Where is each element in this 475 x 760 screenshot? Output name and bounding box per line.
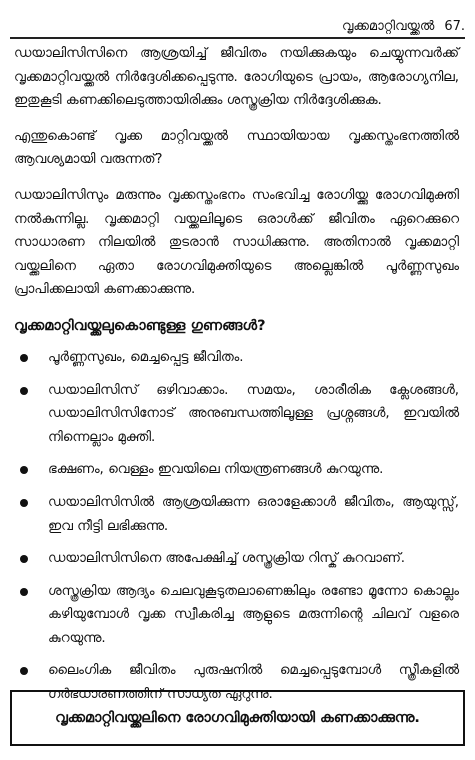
list-item-text: ശസ്ത്രക്രിയ ആദ്യം ചെലവുകൂടുതലാണെങ്കിലും രണ്ടോ മൂന്നോ കൊല്ലം കഴിയുമ്പോൾ വൃക്ക സ്വീകരിച്ച ആളുടെ മരുന്നിന്റെ ചിലവ് വളരെ കുറയുന്നു. [48, 583, 459, 646]
list-item [14, 346, 459, 370]
header-title: വൃക്കമാറ്റിവയ്ക്കൽ [341, 19, 435, 34]
paragraph-answer: ഡയാലിസിസും മരുന്നും വൃക്കസ്തംഭനം സംഭവിച്ച രോഗിയ്ക്കു രോഗവിമുക്തി നൽകുന്നില്ല. വൃക്കമാറ്റി വയ്ക്കലിലൂടെ ഒരാൾക്ക് ജീവിതം ഏറെക്കുറെ സാധാരണ നിലയിൽ തുടരാൻ സാധിക്കുന്നു. അതിനാൽ വൃക്കമാറ്റി വയ്ക്കലിനെ ഏതാ രോഗവിമുക്തിയുടെ അല്ലെങ്കിൽ പൂർണ്ണസുഖം പ്രാപിക്കലായി കണക്കാക്കുന്നു. [14, 187, 459, 298]
boxed-statement: വൃക്കമാറ്റിവയ്ക്കലിനെ രോഗവിമുക്തിയായി കണക്കാക്കുന്നു. [10, 690, 465, 746]
list-item-text: ഡയാലിസിസ് ഒഴിവാക്കാം. സമയം, ശാരീരിക ക്ലേശങ്ങൾ, ഡയാലിസിസിനോട് അനുബന്ധത്തിലൂള്ള പ്രശ്നങ്ങൾ, ഇവയിൽ നിന്നെല്ലാം മുക്തി. [48, 382, 459, 445]
bullet-icon [20, 588, 28, 596]
benefits-list [14, 346, 459, 707]
bullet-icon [20, 667, 28, 675]
running-header [10, 8, 465, 39]
bullet-icon [20, 466, 28, 474]
bullet-icon [20, 354, 28, 362]
page-content [14, 42, 459, 716]
list-item-text: ഡയാലിസിസിൽ ആശ്രയിക്കുന്ന ഒരാളേക്കാൾ ജീവിതം, ആയുസ്സ്, ഇവ നീട്ടി ലഭിക്കുന്നു. [48, 494, 459, 534]
list-item-text: പൂർണ്ണസുഖം, മെച്ചപ്പെട്ട ജീവിതം. [48, 349, 244, 365]
list-item-text: ലൈംഗിക ജീവിതം പുരുഷനിൽ മെച്ചപ്പെടുമ്പോൾ സ്ത്രീകളിൽ ഗർഭധാരണത്തിന് സാധ്യത ഏറുന്നു. [48, 663, 459, 703]
page-number: 67. [444, 19, 465, 34]
list-item [14, 491, 459, 538]
bullet-icon [20, 555, 28, 563]
bullet-icon [20, 499, 28, 507]
paragraph-intro: ഡയാലിസിസിനെ ആശ്രയിച്ച് ജീവിതം നയിക്കുകയും ചെയ്യുന്നവർക്ക് വൃക്കമാറ്റിവയ്ക്കൽ നിർദ്ദേശിക്കപ്പെടുന്നു. രോഗിയുടെ പ്രായം, ആരോഗ്യനില, ഇതുകൂടി കണക്കിലെടുത്തായിരിക്കും ശസ്ത്രക്രിയ നിർദ്ദേശിക്കുക. [14, 46, 459, 109]
list-item-text: ഡയാലിസിസിനെ അപേക്ഷിച്ച് ശസ്ത്രക്രിയ റിസ്ക് കുറവാണ്. [48, 551, 406, 567]
list-item-text: ഭക്ഷണം, വെള്ളം ഇവയിലെ നിയന്ത്രണങ്ങൾ കുറയുന്നു. [48, 462, 384, 478]
list-item [14, 379, 459, 450]
paragraph-question: എന്തുകൊണ്ട് വൃക്ക മാറ്റിവയ്ക്കൽ സ്ഥായിയായ വൃക്കസ്തംഭനത്തിൽ ആവശ്യമായി വരുന്നത്? [14, 128, 459, 168]
list-item [14, 580, 459, 651]
benefits-heading: വൃക്കമാറ്റിവയ്ക്കലുകൊണ്ടുള്ള ഗുണങ്ങൾ? [14, 316, 266, 334]
list-item [14, 547, 459, 571]
bullet-icon [20, 387, 28, 395]
list-item [14, 458, 459, 482]
